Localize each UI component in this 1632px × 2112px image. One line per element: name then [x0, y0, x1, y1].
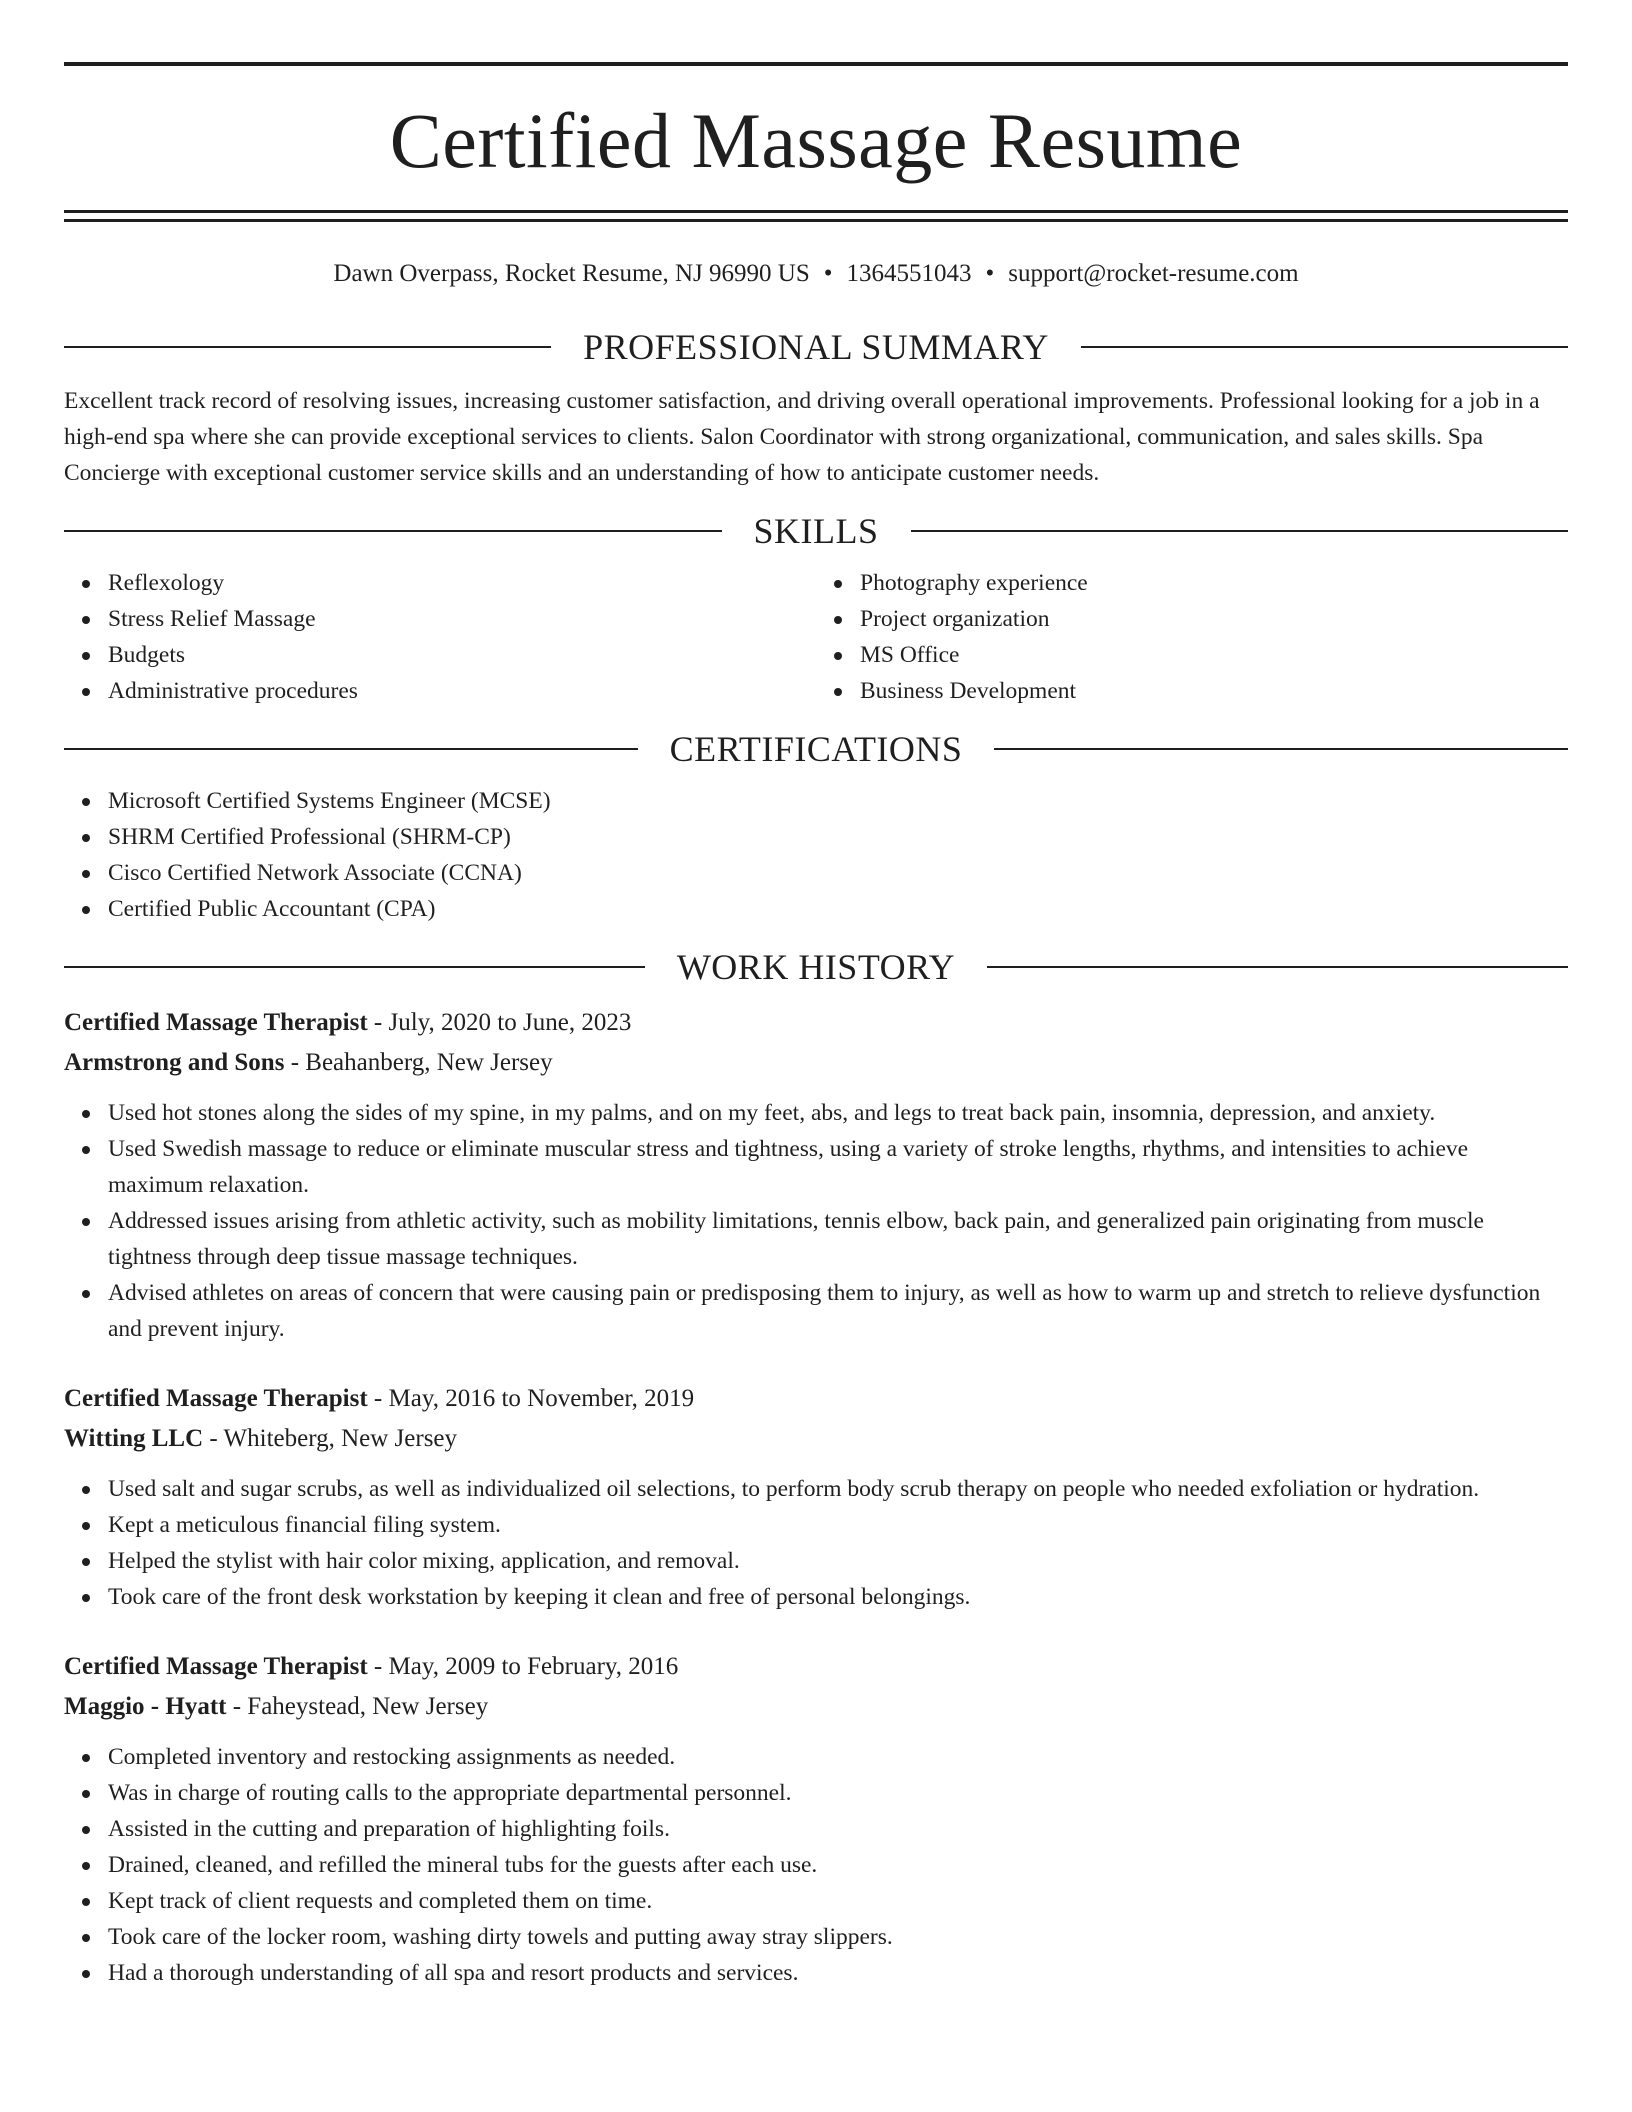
- list-item: Completed inventory and restocking assignments as needed.: [108, 1739, 1568, 1775]
- list-item: Certified Public Accountant (CPA): [108, 891, 1568, 927]
- job-company: Witting LLC: [64, 1425, 204, 1452]
- job-company-line: [64, 1419, 1568, 1459]
- list-item: Took care of the front desk workstation by keeping it clean and free of personal belongings.: [108, 1579, 1568, 1615]
- title-double-rule: [64, 210, 1568, 222]
- list-item: Microsoft Certified Systems Engineer (MCSE): [108, 783, 1568, 819]
- list-item: Cisco Certified Network Associate (CCNA): [108, 855, 1568, 891]
- job-bullets: [64, 1739, 1568, 1991]
- list-item: Had a thorough understanding of all spa and resort products and services.: [108, 1955, 1568, 1991]
- skills-list-right: [816, 565, 1568, 709]
- job-title-line: [64, 1647, 1568, 1687]
- job-company: Armstrong and Sons: [64, 1049, 285, 1076]
- list-item: Photography experience: [860, 565, 1568, 601]
- resume-title: Certified Massage Resume: [389, 97, 1243, 184]
- job-title-line: [64, 1379, 1568, 1419]
- job-bullets: [64, 1471, 1568, 1615]
- skills-heading: [64, 513, 1568, 549]
- job-title: Certified Massage Therapist: [64, 1009, 368, 1036]
- job-entry: [64, 1379, 1568, 1615]
- heading-rule-right: [1081, 346, 1568, 348]
- list-item: Addressed issues arising from athletic activity, such as mobility limitations, tennis elbow, back pain, and generalized pain originating from muscle tightness through deep tissue massage techniques.: [108, 1203, 1568, 1275]
- list-item: Reflexology: [108, 565, 816, 601]
- list-item: Assisted in the cutting and preparation of highlighting foils.: [108, 1811, 1568, 1847]
- certifications-list: [64, 783, 1568, 927]
- list-item: Helped the stylist with hair color mixing, application, and removal.: [108, 1543, 1568, 1579]
- job-entry: [64, 1003, 1568, 1347]
- summary-heading: [64, 329, 1568, 365]
- job-entry: [64, 1647, 1568, 1991]
- job-title-line: [64, 1003, 1568, 1043]
- top-rule: [64, 62, 1568, 66]
- list-item: Business Development: [860, 673, 1568, 709]
- contact-separator: •: [823, 260, 833, 287]
- list-item: Advised athletes on areas of concern that were causing pain or predisposing them to injury, as well as how to warm up and stretch to relieve dysfunction and prevent injury.: [108, 1275, 1568, 1347]
- contact-email: support@rocket-resume.com: [1008, 260, 1299, 287]
- job-bullets: [64, 1095, 1568, 1347]
- skills-heading-text: SKILLS: [753, 511, 879, 551]
- list-item: Kept a meticulous financial filing system.: [108, 1507, 1568, 1543]
- heading-rule-left: [64, 346, 551, 348]
- job-dates: - July, 2020 to June, 2023: [367, 1009, 632, 1036]
- contact-separator: •: [985, 260, 995, 287]
- job-location: - Beahanberg, New Jersey: [284, 1049, 553, 1076]
- list-item: MS Office: [860, 637, 1568, 673]
- list-item: Drained, cleaned, and refilled the mineral tubs for the guests after each use.: [108, 1847, 1568, 1883]
- heading-rule-right: [994, 748, 1568, 750]
- work-history-heading: [64, 949, 1568, 985]
- job-company-line: [64, 1687, 1568, 1727]
- skills-grid: [64, 565, 1568, 709]
- list-item: Used hot stones along the sides of my spine, in my palms, and on my feet, abs, and legs to treat back pain, insomnia, depression, and anxiety.: [108, 1095, 1568, 1131]
- heading-rule-right: [987, 966, 1568, 968]
- heading-rule-right: [911, 530, 1569, 532]
- job-title: Certified Massage Therapist: [64, 1653, 368, 1680]
- heading-rule-left: [64, 748, 638, 750]
- work-history-heading-text: WORK HISTORY: [676, 947, 956, 987]
- list-item: Budgets: [108, 637, 816, 673]
- contact-line: [64, 259, 1568, 289]
- certifications-heading: [64, 731, 1568, 767]
- contact-address: Dawn Overpass, Rocket Resume, NJ 96990 US: [333, 260, 810, 287]
- summary-heading-text: PROFESSIONAL SUMMARY: [583, 327, 1049, 367]
- heading-rule-left: [64, 966, 645, 968]
- list-item: Was in charge of routing calls to the appropriate departmental personnel.: [108, 1775, 1568, 1811]
- job-location: - Faheystead, New Jersey: [226, 1693, 489, 1720]
- job-company: Maggio - Hyatt: [64, 1693, 227, 1720]
- job-company-line: [64, 1043, 1568, 1083]
- contact-phone: 1364551043: [846, 260, 972, 287]
- list-item: Kept track of client requests and completed them on time.: [108, 1883, 1568, 1919]
- list-item: SHRM Certified Professional (SHRM-CP): [108, 819, 1568, 855]
- job-dates: - May, 2009 to February, 2016: [367, 1653, 679, 1680]
- certifications-heading-text: CERTIFICATIONS: [669, 729, 963, 769]
- job-title: Certified Massage Therapist: [64, 1385, 368, 1412]
- heading-rule-left: [64, 530, 722, 532]
- summary-text: Excellent track record of resolving issues, increasing customer satisfaction, and driving overall operational improvements. Professional looking for a job in a high-end spa where she can provide exceptional services to clients. Salon Coordinator with strong organizational, communication, and sales skills. Spa Concierge with exceptional customer service skills and an understanding of how to anticipate customer needs.: [64, 388, 1540, 486]
- list-item: Project organization: [860, 601, 1568, 637]
- list-item: Took care of the locker room, washing dirty towels and putting away stray slippers.: [108, 1919, 1568, 1955]
- list-item: Stress Relief Massage: [108, 601, 816, 637]
- job-location: - Whiteberg, New Jersey: [203, 1425, 458, 1452]
- list-item: Administrative procedures: [108, 673, 816, 709]
- job-dates: - May, 2016 to November, 2019: [367, 1385, 695, 1412]
- list-item: Used salt and sugar scrubs, as well as individualized oil selections, to perform body scrub therapy on people who needed exfoliation or hydration.: [108, 1471, 1568, 1507]
- list-item: Used Swedish massage to reduce or eliminate muscular stress and tightness, using a variety of stroke lengths, rhythms, and intensities to achieve maximum relaxation.: [108, 1131, 1568, 1203]
- skills-list-left: [64, 565, 816, 709]
